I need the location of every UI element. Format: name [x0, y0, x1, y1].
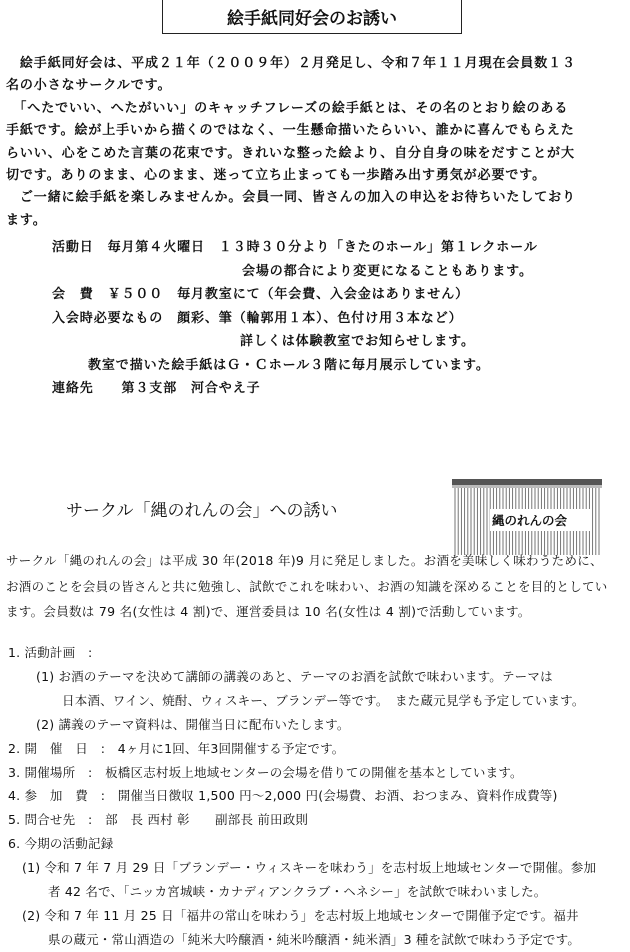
section1-intro-line: ご一緒に絵手紙を楽しみませんか。会員一同、皆さんの加入の申込をお待ちいたしており: [6, 190, 576, 206]
section1-intro-line: ます。: [6, 212, 47, 228]
section1-intro-line: 「へたでいい、へたがいい」のキャッチフレーズの絵手紙とは、その名のとおり絵のある: [6, 100, 569, 116]
section2-item-line: 1. 活動計画 :: [8, 645, 93, 660]
section1-detail-line: 詳しくは体験教室でお知らせします。: [240, 334, 475, 349]
section2-item-line: 日本酒、ワイン、焼酎、ウィスキー、ブランデー等です。 また蔵元見学も予定しています。: [62, 692, 585, 708]
section1-intro-line: 手紙です。絵が上手いから描くのではなく、一生懸命描いたらいい、誰かに喜んでもらえた: [6, 123, 575, 139]
section2-item-line: (2) 講義のテーマ資料は、開催当日に配布いたします。: [36, 716, 350, 732]
section2-item-line: 3. 開催場所 : 板橋区志村坂上地域センターの会場を借りての開催を基本としています。: [8, 764, 523, 780]
section1-detail-line: 連絡先 第３支部 河合やえ子: [52, 381, 261, 396]
section1-intro-line: らいい、心をこめた言葉の花束です。きれいな整った絵より、自分自身の味をだすことが大: [6, 145, 575, 161]
section2-intro-line: お酒のことを会員の皆さんと共に勉強し、試飲でこれを味わい、お酒の知識を深めることを目的としてい: [6, 578, 608, 594]
section2-item-line: 6. 今期の活動記録: [8, 836, 114, 852]
section1-intro-line: 名の小さなサークルです。: [6, 78, 172, 94]
section2-item-line: 者 42 名で、「ニッカ宮城峡・カナディアンクラブ・ヘネシー」を試飲で味わいました。: [48, 884, 547, 899]
section2-item-line: 2. 開 催 日 : 4ヶ月に1回、年3回開催する予定です。: [8, 740, 345, 756]
section2-item-line: (2) 令和 7 年 11 月 25 日「福井の常山を味わう」を志村坂上地域センターで開催予定です。福井: [22, 907, 579, 923]
section1-intro-line: 切です。ありのまま、心のまま、迷って立ち止まっても一歩踏み出す勇気が必要です。: [6, 168, 547, 183]
section1-detail-line: 会 費 ￥５００ 毎月教室にて（年会費、入会金はありません）: [52, 287, 470, 302]
section2-item-line: 4. 参 加 費 : 開催当日徴収 1,500 円～2,000 円(会場費、お酒、おつまみ、資料作成費等): [8, 788, 558, 804]
section2-intro-line: サークル「縄のれんの会」は平成 30 年(2018 年)9 月に発足しました。お酒を美味しく味わうために、: [6, 553, 603, 568]
noren-illustration-label: 縄のれんの会: [490, 509, 590, 531]
section2-item-line: (1) 令和 7 年 7 月 29 日「ブランデー・ウィスキーを味わう」を志村坂上地域センターで開催。参加: [22, 860, 597, 876]
section2-intro-line: ます。会員数は 79 名(女性は 4 割)で、運営委員は 10 名(女性は 4 割)で活動しています。: [6, 604, 531, 619]
section1-detail-line: 入会時必要なもの 顔彩、筆（輪郭用１本）、色付け用３本など）: [52, 310, 463, 326]
section2-item-line: 県の蔵元・常山酒造の「純米大吟醸酒・純米吟醸酒・純米酒」3 種を試飲で味わう予定です。: [48, 931, 581, 947]
section1-detail-line: 活動日 毎月第４火曜日 １３時３０分より「きたのホール」第１レクホール: [52, 240, 538, 255]
section2-item-line: (1) お酒のテーマを決めて講師の講義のあと、テーマのお酒を試飲で味わいます。テーマは: [36, 668, 553, 684]
section2-item-line: 5. 問合せ先 : 部 長 西村 彰 副部長 前田政則: [8, 812, 309, 828]
section1-detail-line: 会場の都合により変更になることもあります。: [242, 263, 533, 279]
section1-detail-line: 教室で描いた絵手紙はＧ・Ｃホール３階に毎月展示しています。: [88, 357, 490, 373]
section2-title: サークル「縄のれんの会」への誘い: [66, 501, 338, 521]
section1-title: 絵手紙同好会のお誘い: [162, 0, 462, 34]
section1-intro-line: 絵手紙同好会は、平成２１年（２００９年）２月発足し、令和７年１１月現在会員数１３: [6, 56, 576, 71]
